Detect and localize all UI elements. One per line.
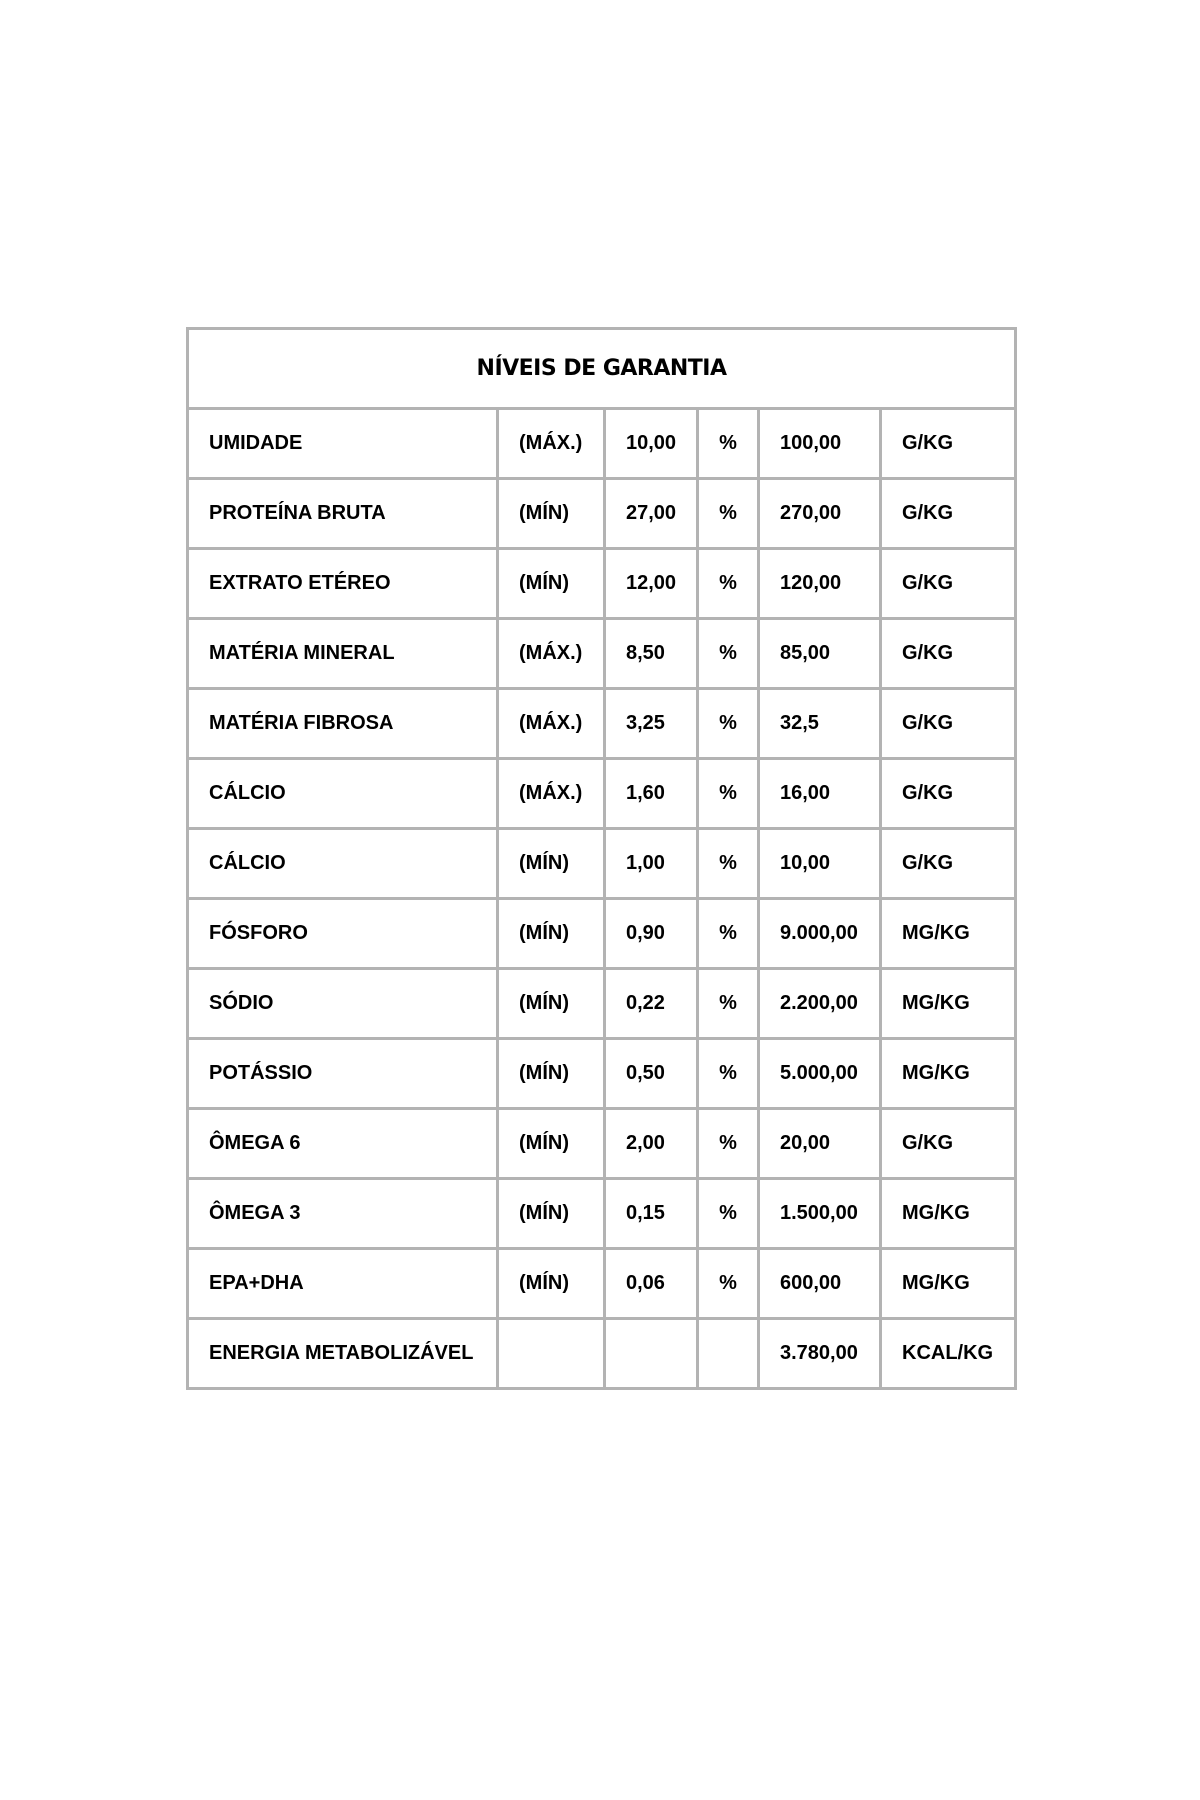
percent-value-cell: 12,00 [605,549,698,619]
unit-cell: G/KG [881,619,1016,689]
percent-value-cell: 1,00 [605,829,698,899]
unit-cell: MG/KG [881,1249,1016,1319]
table-row [188,759,1016,829]
limit-cell: (MÍN) [498,1109,605,1179]
amount-cell: 85,00 [759,619,881,689]
nutrient-cell: PROTEÍNA BRUTA [188,479,498,549]
table-title-row [188,329,1016,409]
percent-sign-cell: % [698,1109,759,1179]
amount-cell: 270,00 [759,479,881,549]
nutrient-cell: EPA+DHA [188,1249,498,1319]
limit-cell: (MÍN) [498,829,605,899]
table-row [188,1319,1016,1389]
percent-sign-cell: % [698,689,759,759]
table-row [188,829,1016,899]
percent-value-cell: 1,60 [605,759,698,829]
amount-cell: 600,00 [759,1249,881,1319]
percent-value-cell: 27,00 [605,479,698,549]
unit-cell: G/KG [881,759,1016,829]
limit-cell: (MÁX.) [498,689,605,759]
percent-sign-cell: % [698,969,759,1039]
amount-cell: 16,00 [759,759,881,829]
nutrient-cell: MATÉRIA MINERAL [188,619,498,689]
nutrient-cell: CÁLCIO [188,759,498,829]
percent-value-cell: 0,22 [605,969,698,1039]
percent-sign-cell: % [698,829,759,899]
percent-sign-cell: % [698,619,759,689]
nutrient-cell: CÁLCIO [188,829,498,899]
percent-sign-cell: % [698,899,759,969]
nutrient-cell: EXTRATO ETÉREO [188,549,498,619]
unit-cell: G/KG [881,479,1016,549]
table-row [188,969,1016,1039]
table-row [188,409,1016,479]
percent-value-cell [605,1319,698,1389]
table-row [188,1179,1016,1249]
percent-sign-cell: % [698,409,759,479]
nutrient-cell: SÓDIO [188,969,498,1039]
nutrient-cell: POTÁSSIO [188,1039,498,1109]
guarantee-levels-table [186,327,1017,1390]
unit-cell: G/KG [881,1109,1016,1179]
table-title: NÍVEIS DE GARANTIA [188,329,1016,409]
unit-cell: G/KG [881,829,1016,899]
percent-value-cell: 0,50 [605,1039,698,1109]
limit-cell [498,1319,605,1389]
table-row [188,1039,1016,1109]
amount-cell: 5.000,00 [759,1039,881,1109]
percent-sign-cell: % [698,759,759,829]
percent-sign-cell [698,1319,759,1389]
amount-cell: 100,00 [759,409,881,479]
unit-cell: MG/KG [881,899,1016,969]
guarantee-levels-sheet [186,327,1014,1390]
amount-cell: 32,5 [759,689,881,759]
percent-value-cell: 0,06 [605,1249,698,1319]
amount-cell: 9.000,00 [759,899,881,969]
unit-cell: G/KG [881,549,1016,619]
limit-cell: (MÍN) [498,1039,605,1109]
percent-value-cell: 0,15 [605,1179,698,1249]
amount-cell: 20,00 [759,1109,881,1179]
limit-cell: (MÁX.) [498,409,605,479]
nutrient-cell: ÔMEGA 6 [188,1109,498,1179]
unit-cell: G/KG [881,409,1016,479]
table-row [188,549,1016,619]
nutrient-cell: MATÉRIA FIBROSA [188,689,498,759]
limit-cell: (MÁX.) [498,619,605,689]
table-row [188,689,1016,759]
amount-cell: 120,00 [759,549,881,619]
table-row [188,479,1016,549]
limit-cell: (MÍN) [498,899,605,969]
table-row [188,1249,1016,1319]
unit-cell: MG/KG [881,969,1016,1039]
percent-sign-cell: % [698,549,759,619]
percent-sign-cell: % [698,479,759,549]
percent-value-cell: 8,50 [605,619,698,689]
limit-cell: (MÍN) [498,1179,605,1249]
amount-cell: 2.200,00 [759,969,881,1039]
nutrient-cell: FÓSFORO [188,899,498,969]
percent-value-cell: 0,90 [605,899,698,969]
percent-value-cell: 3,25 [605,689,698,759]
table-row [188,1109,1016,1179]
limit-cell: (MÍN) [498,969,605,1039]
limit-cell: (MÁX.) [498,759,605,829]
limit-cell: (MÍN) [498,1249,605,1319]
percent-value-cell: 2,00 [605,1109,698,1179]
percent-sign-cell: % [698,1249,759,1319]
unit-cell: MG/KG [881,1179,1016,1249]
limit-cell: (MÍN) [498,549,605,619]
nutrient-cell: UMIDADE [188,409,498,479]
percent-sign-cell: % [698,1039,759,1109]
unit-cell: G/KG [881,689,1016,759]
amount-cell: 10,00 [759,829,881,899]
table-row [188,619,1016,689]
nutrient-cell: ENERGIA METABOLIZÁVEL [188,1319,498,1389]
percent-value-cell: 10,00 [605,409,698,479]
percent-sign-cell: % [698,1179,759,1249]
amount-cell: 3.780,00 [759,1319,881,1389]
nutrient-cell: ÔMEGA 3 [188,1179,498,1249]
limit-cell: (MÍN) [498,479,605,549]
amount-cell: 1.500,00 [759,1179,881,1249]
unit-cell: MG/KG [881,1039,1016,1109]
unit-cell: KCAL/KG [881,1319,1016,1389]
table-row [188,899,1016,969]
